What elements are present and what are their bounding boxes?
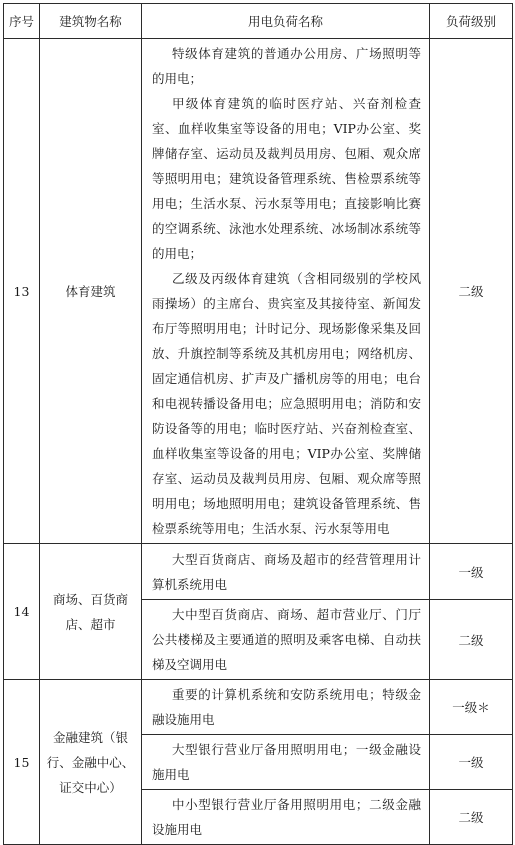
header-row <box>4 4 513 39</box>
load-paragraph: 大中型百货商店、商场、超市营业厅、门厅公共楼梯及主要通道的照明及乘客电梯、自动扶梯及空调用电 <box>152 607 421 672</box>
building-name: 商场、百货商店、超市 <box>40 544 142 680</box>
table-row <box>4 544 513 600</box>
load-level: 一级＊ <box>430 680 513 735</box>
load-paragraph: 重要的计算机系统和安防系统用电；特级金融设施用电 <box>152 687 421 727</box>
load-cell <box>142 544 430 600</box>
load-level: 二级 <box>430 600 513 680</box>
load-classification-table <box>3 3 513 845</box>
load-paragraph: 甲级体育建筑的临时医疗站、兴奋剂检查室、血样收集室等设备的用电；VIP办公室、奖牌储存室、运动员及裁判员用房、包厢、观众席等照明用电；建筑设备管理系统、售检票系统等用电；生活水泵、污水泵等用电；直接影响比赛的空调系统、泳池水处理系统、冰场制冰系统等的用电； <box>152 96 421 261</box>
load-paragraph: 大型银行营业厅备用照明用电；一级金融设施用电 <box>152 742 421 782</box>
load-paragraph: 大型百货商店、商场及超市的经营管理用计算机系统用电 <box>152 551 421 592</box>
load-paragraph: 乙级及丙级体育建筑（含相同级别的学校风雨操场）的主席台、贵宾室及其接待室、新闻发布厅等照明用电；计时记分、现场影像采集及回放、升旗控制等系统及其机房用电；网络机房、固定通信机房、扩声及广播机房等的用电；电台和电视转播设备用电；应急照明用电；消防和安防设备等的用电；临时医疗站、兴奋剂检查室、血样收集室等设备的用电；VIP办公室、奖牌储存室、运动员及裁判员用房、包厢、观众席等照明用电；场地照明用电；建筑设备管理系统、售检票系统等用电；生活水泵、污水泵等用电 <box>152 271 421 536</box>
load-level: 二级 <box>430 790 513 845</box>
table-row <box>4 680 513 735</box>
row-index: 15 <box>4 680 40 845</box>
load-level: 一级 <box>430 544 513 600</box>
row-index: 13 <box>4 39 40 544</box>
load-level: 二级 <box>430 39 513 544</box>
load-cell <box>142 600 430 680</box>
load-cell <box>142 735 430 790</box>
header-index: 序号 <box>4 4 40 39</box>
row-index: 14 <box>4 544 40 680</box>
load-cell <box>142 680 430 735</box>
load-paragraph: 中小型银行营业厅备用照明用电；二级金融设施用电 <box>152 797 421 837</box>
load-cell <box>142 790 430 845</box>
load-paragraph: 特级体育建筑的普通办公用房、广场照明等的用电； <box>152 46 421 86</box>
table-row <box>4 39 513 544</box>
building-name: 体育建筑 <box>40 39 142 544</box>
load-level: 一级 <box>430 735 513 790</box>
header-load: 用电负荷名称 <box>142 4 430 39</box>
building-name: 金融建筑（银行、金融中心、证交中心） <box>40 680 142 845</box>
header-level: 负荷级别 <box>430 4 513 39</box>
header-building: 建筑物名称 <box>40 4 142 39</box>
load-cell <box>142 39 430 544</box>
